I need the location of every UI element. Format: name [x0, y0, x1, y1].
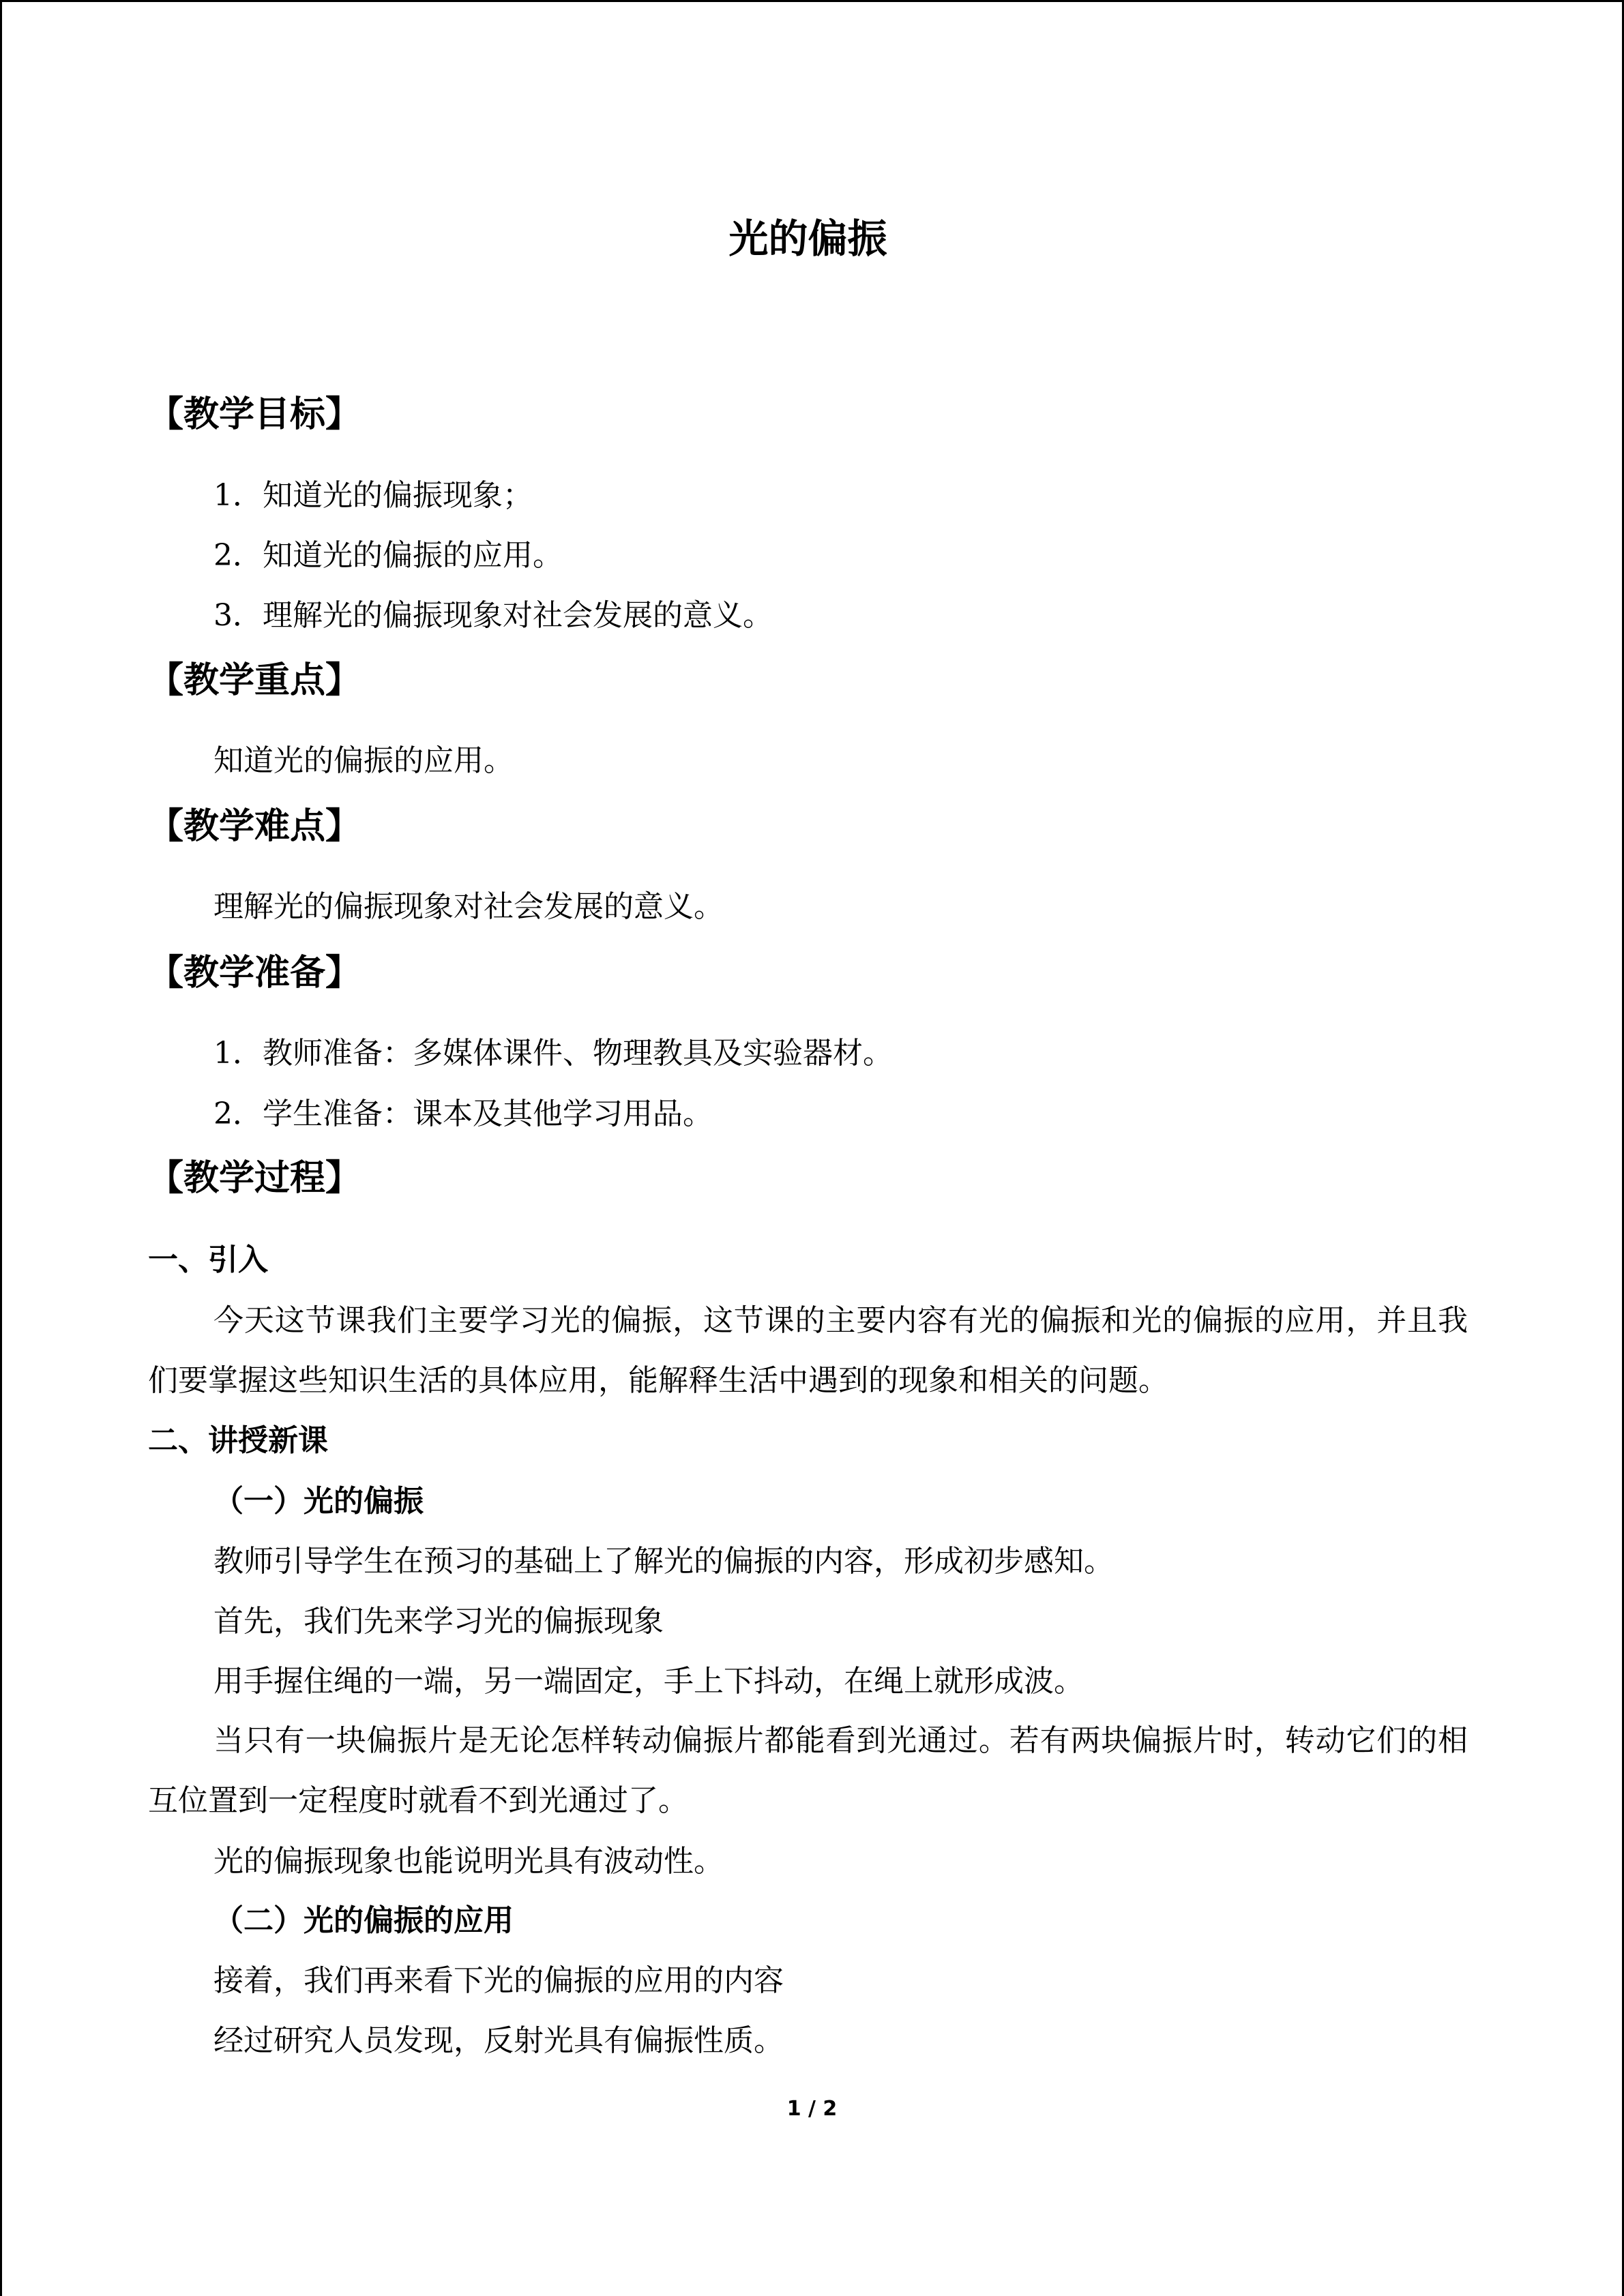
subsection-polarization-heading: （一）光的偏振	[213, 1484, 424, 1519]
sub1-line-3: 用手握住绳的一端，另一端固定，手上下抖动，在绳上就形成波。	[213, 1664, 1084, 1699]
objective-item-1: 1．知道光的偏振现象；	[213, 478, 533, 513]
difficulties-heading: 【教学难点】	[148, 806, 361, 847]
preparation-item-1: 1．教师准备：多媒体课件、物理教具及实验器材。	[213, 1036, 893, 1071]
sub1-line-2: 首先，我们先来学习光的偏振现象	[213, 1604, 664, 1639]
sub2-line-2: 经过研究人员发现，反射光具有偏振性质。	[213, 2023, 784, 2058]
objective-item-2: 2．知道光的偏振的应用。	[213, 538, 563, 573]
sub2-line-1: 接着，我们再来看下光的偏振的应用的内容	[213, 1963, 784, 1998]
difficulties-text: 理解光的偏振现象对社会发展的意义。	[213, 889, 724, 924]
page-number: 1 / 2	[786, 2097, 838, 2121]
preparation-item-2: 2．学生准备：课本及其他学习用品。	[213, 1097, 713, 1131]
subsection-application-heading: （二）光的偏振的应用	[213, 1903, 514, 1938]
page-border-left	[0, 0, 2, 2296]
key-points-heading: 【教学重点】	[148, 660, 361, 701]
page-title: 光的偏振	[728, 215, 887, 262]
page-border-top	[0, 0, 1624, 2]
new-lesson-heading: 二、讲授新课	[148, 1423, 328, 1458]
process-heading: 【教学过程】	[148, 1158, 361, 1199]
objectives-heading: 【教学目标】	[148, 394, 361, 435]
sub1-last-line: 光的偏振现象也能说明光具有波动性。	[213, 1844, 724, 1879]
key-points-text: 知道光的偏振的应用。	[213, 743, 514, 778]
objective-item-3: 3．理解光的偏振现象对社会发展的意义。	[213, 598, 773, 633]
sub1-paragraph: 当只有一块偏振片是无论怎样转动偏振片都能看到光通过。若有两块偏振片时，转动它们的相互位置到一定程度时就看不到光通过了。	[148, 1723, 1468, 1818]
intro-heading: 一、引入	[148, 1242, 268, 1277]
intro-paragraph: 今天这节课我们主要学习光的偏振，这节课的主要内容有光的偏振和光的偏振的应用，并且我们要掌握这些知识生活的具体应用，能解释生活中遇到的现象和相关的问题。	[148, 1303, 1468, 1398]
preparation-heading: 【教学准备】	[148, 953, 361, 994]
sub1-line-1: 教师引导学生在预习的基础上了解光的偏振的内容，形成初步感知。	[213, 1544, 1114, 1579]
